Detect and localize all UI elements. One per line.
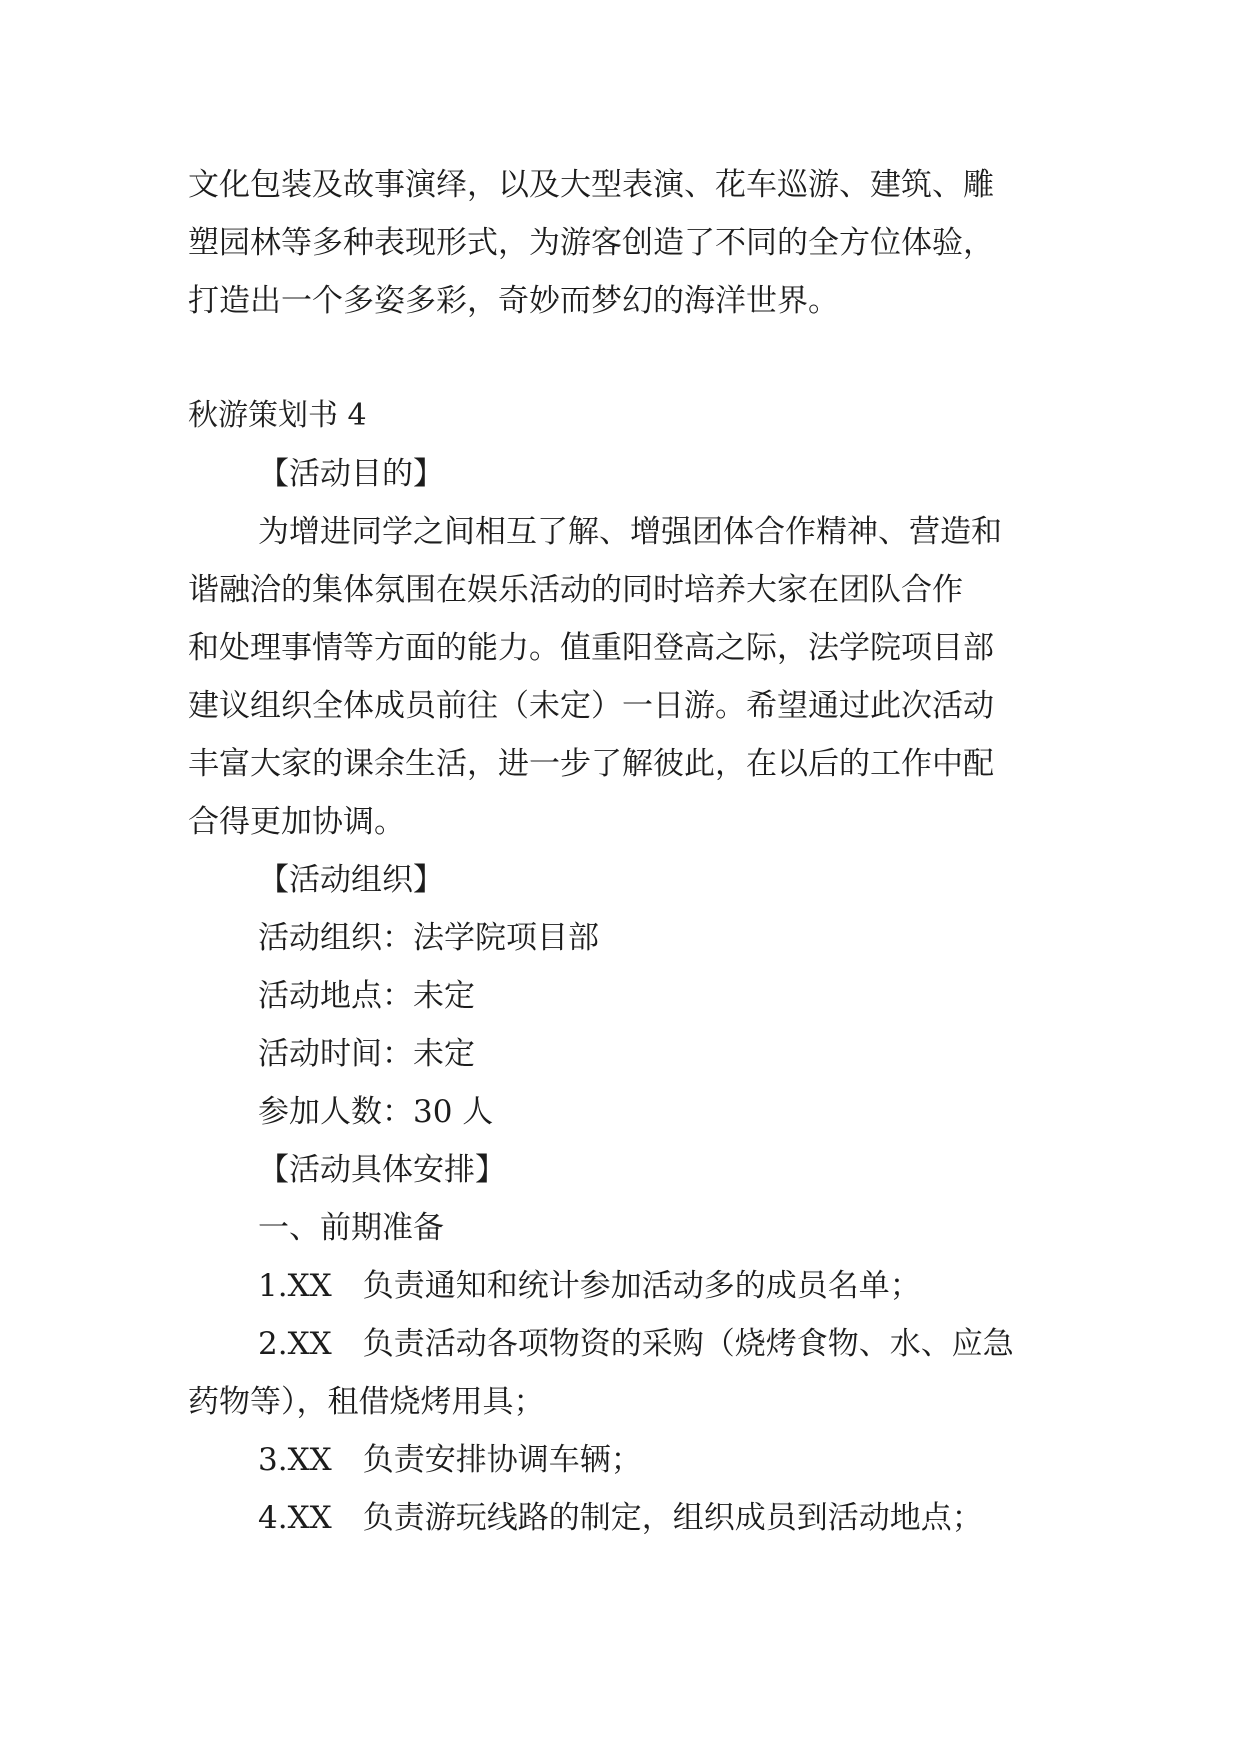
org-item-participants: 参加人数：30 人 <box>258 1094 494 1130</box>
plan-heading: 【活动具体安排】 <box>258 1152 506 1188</box>
org-heading: 【活动组织】 <box>258 862 444 898</box>
purpose-line-4: 建议组织全体成员前往（未定）一日游。希望通过此次活动 <box>188 688 994 724</box>
section-title: 秋游策划书 4 <box>188 398 367 433</box>
purpose-line-3: 和处理事情等方面的能力。值重阳登高之际，法学院项目部 <box>188 630 994 666</box>
purpose-line-1: 为增进同学之间相互了解、增强团体合作精神、营造和 <box>258 514 1002 550</box>
org-item-time: 活动时间：未定 <box>258 1036 475 1072</box>
task-1: 1.XX 负责通知和统计参加活动多的成员名单； <box>258 1268 921 1304</box>
purpose-heading: 【活动目的】 <box>258 456 444 492</box>
org-item-organizer: 活动组织：法学院项目部 <box>258 920 599 956</box>
purpose-line-6: 合得更加协调。 <box>188 804 405 840</box>
intro-line-2: 塑园林等多种表现形式，为游客创造了不同的全方位体验， <box>188 225 994 261</box>
task-2-continued: 药物等），租借烧烤用具； <box>188 1384 545 1420</box>
org-item-location: 活动地点：未定 <box>258 978 475 1014</box>
task-2: 2.XX 负责活动各项物资的采购（烧烤食物、水、应急 <box>258 1326 1014 1362</box>
task-4: 4.XX 负责游玩线路的制定，组织成员到活动地点； <box>258 1500 983 1536</box>
task-3: 3.XX 负责安排协调车辆； <box>258 1442 642 1478</box>
purpose-line-2: 谐融洽的集体氛围在娱乐活动的同时培养大家在团队合作 <box>188 572 963 608</box>
intro-line-1: 文化包装及故事演绎，以及大型表演、花车巡游、建筑、雕 <box>188 167 994 203</box>
purpose-line-5: 丰富大家的课余生活，进一步了解彼此，在以后的工作中配 <box>188 746 994 782</box>
intro-line-3: 打造出一个多姿多彩，奇妙而梦幻的海洋世界。 <box>188 283 839 319</box>
phase-heading: 一、前期准备 <box>258 1210 444 1246</box>
